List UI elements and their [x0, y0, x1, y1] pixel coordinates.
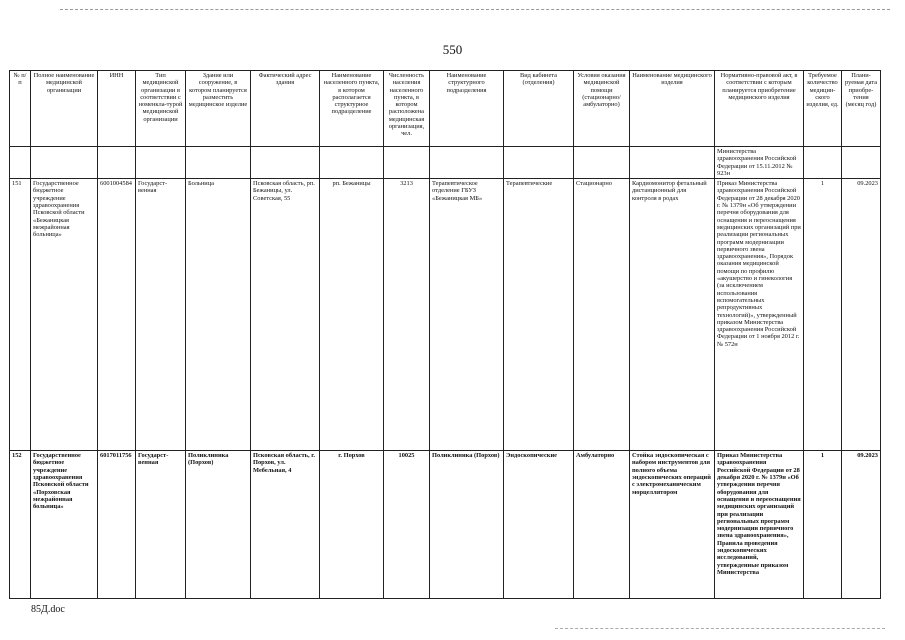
- header-unit: Наименование структурного подразделения: [430, 71, 504, 147]
- row-unit: Поликлиника (Порхов): [430, 451, 504, 599]
- row-org-type: Государст-венная: [136, 451, 186, 599]
- header-inn: ИНН: [98, 71, 136, 147]
- row-building: Больница: [186, 179, 251, 451]
- header-legal-act: Нормативно-правовой акт, в соответствии с которым планируется приобретение медицинского изделия: [715, 71, 804, 147]
- continuation-row: [10, 147, 881, 179]
- row-num: 152: [10, 451, 31, 599]
- equipment-table: [9, 70, 881, 599]
- row-org-type: Государст-венная: [136, 179, 186, 451]
- header-date: Плани-руемая дата приобре-тения (месяц год): [842, 71, 881, 147]
- header-org-name: Полное наименование медицинской организации: [31, 71, 98, 147]
- row-conditions: Амбулаторно: [574, 451, 630, 599]
- row-device: Стойка эндоскопическая с набором инструментов для полного объема эндоскопических операций с электромеханическим морцеллятором: [630, 451, 715, 599]
- row-population: 3213: [384, 179, 430, 451]
- row-device: Кардиомонитор фетальный дистанционный для контроля в родах: [630, 179, 715, 451]
- row-settlement: рп. Бежаницы: [320, 179, 384, 451]
- row-num: 151: [10, 179, 31, 451]
- row-conditions: Стационарно: [574, 179, 630, 451]
- row-settlement: г. Порхов: [320, 451, 384, 599]
- row-quantity: 1: [804, 451, 842, 599]
- header-address: Фактический адрес здания: [251, 71, 320, 147]
- row-date: 09.2023: [842, 451, 881, 599]
- row-date: 09.2023: [842, 179, 881, 451]
- row-unit: Терапевтическое отделение ГБУЗ «Бежаницкая МБ»: [430, 179, 504, 451]
- scan-bottom-edge: [555, 628, 885, 629]
- row-cabinet: Эндоскопические: [504, 451, 574, 599]
- header-building: Здание или сооружение, в котором планируется разместить медицинское изделие: [186, 71, 251, 147]
- table-row: [10, 179, 881, 451]
- row-population: 10025: [384, 451, 430, 599]
- continuation-legal-act: Министерства здравоохранения Российской Федерации от 15.11.2012 № 923н: [715, 147, 804, 179]
- header-settlement: Наименование населенного пункта, в котором располагается структурное подразделение: [320, 71, 384, 147]
- header-device: Наименование медицинского изделия: [630, 71, 715, 147]
- row-building: Поликлиника (Порхов): [186, 451, 251, 599]
- header-row: [10, 71, 881, 147]
- table-row: [10, 451, 881, 599]
- row-inn: 6001004584: [98, 179, 136, 451]
- row-org-name: Государственное бюджетное учреждение здравоохранения Псковской области «Бежаницкая межрайонная больница»: [31, 179, 98, 451]
- row-quantity: 1: [804, 179, 842, 451]
- header-quantity: Требуемое количество медицин-ского изделия, ед.: [804, 71, 842, 147]
- row-org-name: Государственное бюджетное учреждение здравоохранения Псковской области «Порховская межрайонная больница»: [31, 451, 98, 599]
- header-cabinet: Вид кабинета (отделения): [504, 71, 574, 147]
- scan-top-edge: [60, 9, 890, 10]
- page-number: 550: [442, 42, 463, 57]
- row-inn: 6017011756: [98, 451, 136, 599]
- row-address: Псковская область, г. Порхов, ул. Мебельная, 4: [251, 451, 320, 599]
- row-legal-act: Приказ Министерства здравоохранения Российской Федерации от 28 декабря 2020 г. № 1379н «Об утверждении перечня оборудования для оснащения и переоснащения медицинских организаций при реализации региональных программ модернизации первичного звена здравоохранения», Правила проведения эндоскопических исследований, утвержденные приказом Министерства: [715, 451, 804, 599]
- row-legal-act: Приказ Министерства здравоохранения Российской Федерации от 28 декабря 2020 г. № 1379н «Об утверждении перечня оборудования для оснащения и переоснащения медицинских организаций при реализации региональных программ модернизации первичного звена здравоохранения», Порядок оказания медицинской помощи по профилю «акушерство и гинекология (за исключением использования вспомогательных репродуктивных технологий)», утвержденный приказом Министерства здравоохранения Российской Федерации от 1 ноября 2012 г. № 572н: [715, 179, 804, 451]
- header-population: Численность населения населенного пункта, в котором расположена медицинская организация, чел.: [384, 71, 430, 147]
- row-cabinet: Терапевтические: [504, 179, 574, 451]
- header-org-type: Тип медицинской организации в соответствии с номенкла-турой медицинской организации: [136, 71, 186, 147]
- header-conditions: Условия оказания медицинской помощи (стационарно/ амбулаторно): [574, 71, 630, 147]
- header-num: № п/п: [10, 71, 31, 147]
- file-name-footer: 85Д.doc: [31, 604, 65, 615]
- row-address: Псковская область, рп. Бежаницы, ул. Советская, 55: [251, 179, 320, 451]
